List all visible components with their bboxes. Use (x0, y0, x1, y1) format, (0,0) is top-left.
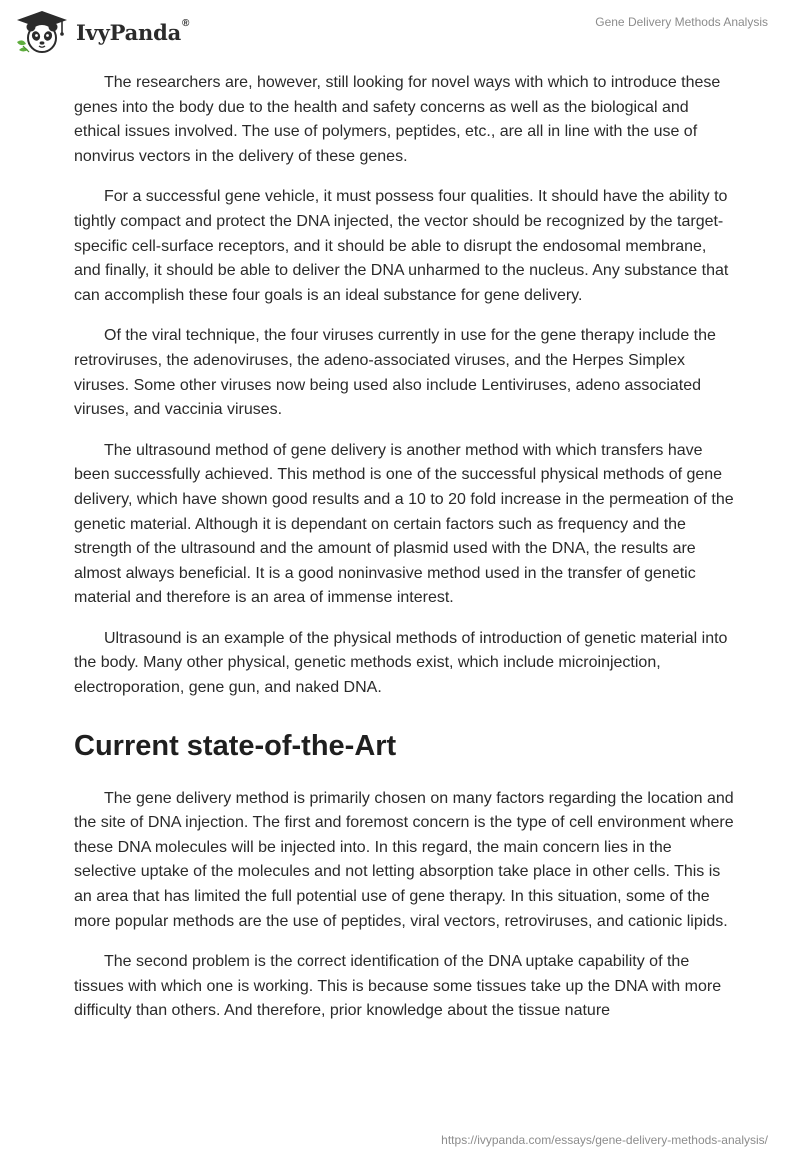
document-title: Gene Delivery Methods Analysis (595, 15, 768, 29)
paragraph: Ultrasound is an example of the physical methods of introduction of genetic material into the body. Many other physical, genetic methods exist, which include microinjection, electroporation, gene gun, and naked DNA. (74, 629, 728, 697)
paragraph: For a successful gene vehicle, it must possess four qualities. It should have the ability to tightly compact and protect the DNA injected, the vector should be recognized by the target-specific cell-surface receptors, and it should be able to disrupt the endosomal membrane, and finally, it should be able to deliver the DNA unharmed to the nucleus. Any substance that can accomplish these four goals is an ideal substance for gene delivery. (74, 188, 729, 304)
paragraph: The gene delivery method is primarily chosen on many factors regarding the location and the site of DNA injection. The first and foremost concern is the type of cell environment where these DNA molecules will be injected into. In this regard, the main concern lies in the selective uptake of the molecules and not letting absorption take place in other cells. This is an area that has limited the full potential use of gene therapy. In this situation, some of the more popular methods are the use of peptides, viral vectors, retroviruses, and cationic lipids. (74, 789, 734, 930)
source-url-link[interactable]: https://ivypanda.com/essays/gene-delivery-methods-analysis/ (441, 1133, 768, 1147)
brand-name: IvyPanda® (76, 17, 190, 45)
ivypanda-logo[interactable] (14, 8, 189, 54)
section-heading: Current state-of-the-Art (74, 729, 397, 762)
panda-graduation-cap-icon (14, 8, 70, 54)
paragraph: The researchers are, however, still looking for novel ways with which to introduce these genes into the body due to the health and safety concerns as well as the biological and ethical issues involved. The use of polymers, peptides, etc., are all in line with the use of nonvirus vectors in the delivery of these genes. (74, 74, 721, 165)
paragraph: The second problem is the correct identification of the DNA uptake capability of the tissues with which one is working. This is because some tissues take up the DNA with more difficulty than others. And therefore, prior knowledge about the tissue nature (74, 953, 722, 1020)
paragraph: The ultrasound method of gene delivery is another method with which transfers have been successfully achieved. This method is one of the successful physical methods of gene delivery, which have shown good results and a 10 to 20 fold increase in the permeation of the genetic material. Although it is dependant on certain factors such as frequency and the strength of the ultrasound and the amount of plasmid used with the DNA, the results are almost always beneficial. It is a good noninvasive method used in the transfer of genetic material and therefore is an area of immense interest. (74, 441, 734, 607)
registered-mark: ® (182, 17, 190, 29)
paragraph: Of the viral technique, the four viruses currently in use for the gene therapy include the retroviruses, the adenoviruses, the adeno-associated viruses, and the Herpes Simplex viruses. Some other viruses now being used also include Lentiviruses, adeno associated viruses, and vaccinia viruses. (74, 327, 716, 419)
article-body (74, 71, 734, 1040)
page-header (0, 0, 800, 64)
